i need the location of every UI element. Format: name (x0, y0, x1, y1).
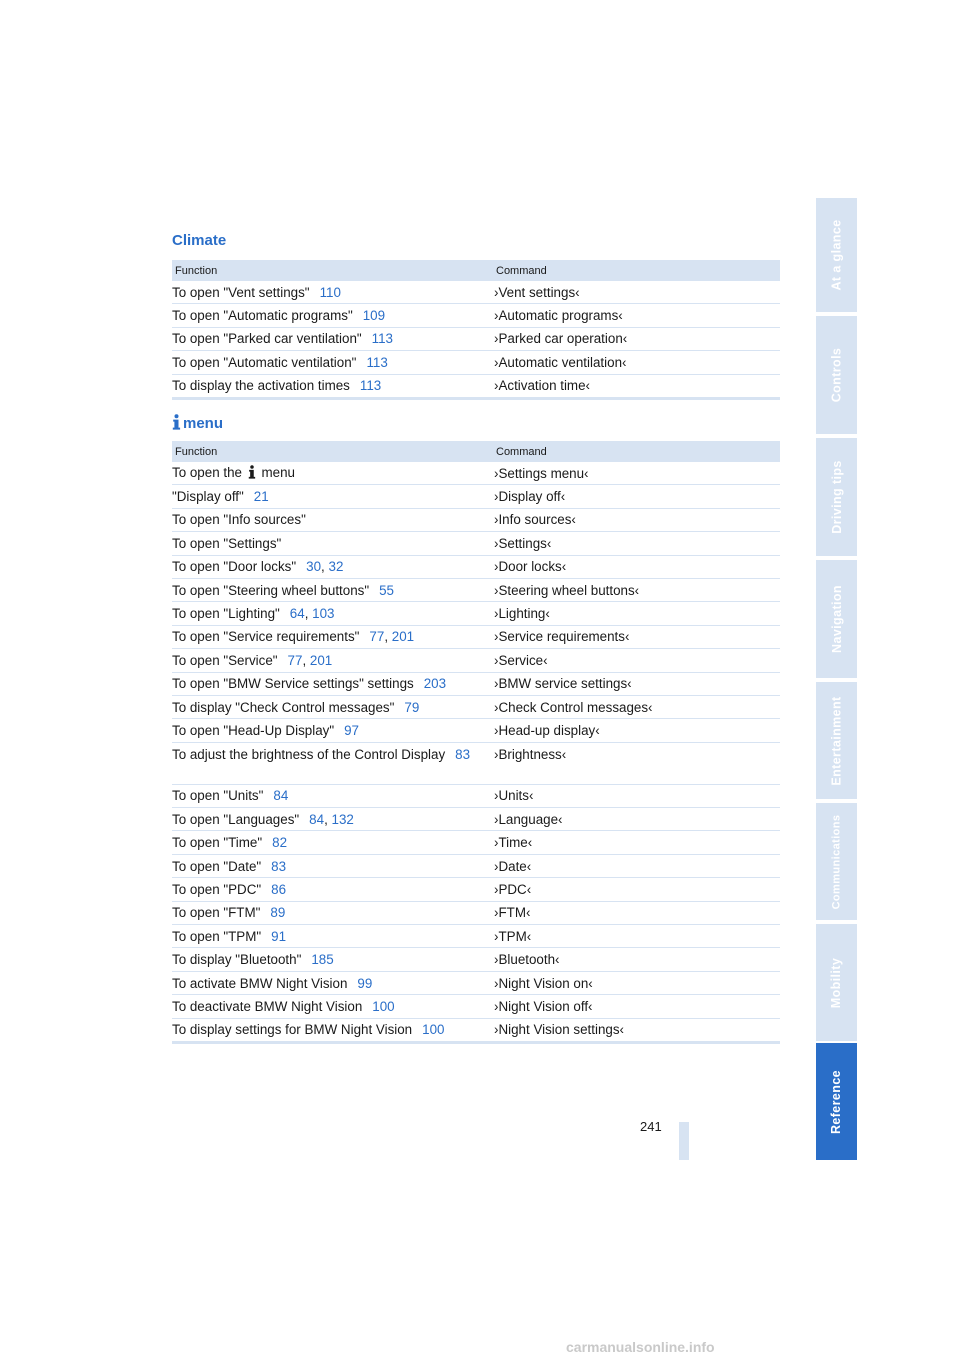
command-cell: ›Language‹ (492, 808, 780, 831)
page-reference-link[interactable]: 185 (311, 952, 334, 968)
table-row (172, 327, 780, 350)
command-cell: ›Night Vision settings‹ (492, 1018, 780, 1042)
command-cell: ›Date‹ (492, 854, 780, 877)
function-text: To open "Service requirements" (172, 629, 360, 645)
function-cell (172, 351, 492, 374)
table-row (172, 304, 780, 327)
page-reference-link[interactable]: 84 (309, 811, 325, 827)
command-header: Command (492, 260, 780, 281)
function-text: To open "Date" (172, 858, 262, 874)
command-cell: ›Display off‹ (492, 485, 780, 508)
function-text: To open "Automatic programs" (172, 308, 353, 324)
page-reference-link[interactable]: 109 (362, 308, 386, 324)
function-cell (172, 462, 492, 485)
tab-reference[interactable]: Reference (816, 1043, 857, 1160)
function-text: To open "Settings" (172, 535, 282, 551)
function-cell (172, 508, 492, 531)
command-cell: ›Bluetooth‹ (492, 948, 780, 971)
table-row (172, 878, 780, 901)
function-text: To open "TPM" (172, 928, 262, 944)
function-text: To open "FTM" (172, 905, 261, 921)
table-row (172, 1018, 780, 1042)
function-text: To open the (172, 464, 242, 480)
command-cell: ›Automatic ventilation‹ (492, 351, 780, 374)
function-text: "Display off" (172, 489, 244, 505)
tab-controls[interactable]: Controls (816, 316, 857, 434)
function-text: To open "Door locks" (172, 559, 297, 575)
page-reference-link[interactable]: 82 (272, 835, 288, 851)
command-header: Command (492, 441, 780, 462)
tab-mobility[interactable]: Mobility (816, 924, 857, 1041)
table-row (172, 462, 780, 485)
info-icon (248, 465, 256, 483)
function-text: To deactivate BMW Night Vision (172, 998, 363, 1014)
command-cell: ›Info sources‹ (492, 508, 780, 531)
table-row (172, 672, 780, 695)
function-cell: To open "Door locks" 30, 32 (172, 555, 492, 578)
tab-driving-tips[interactable]: Driving tips (816, 438, 857, 556)
table-row (172, 578, 780, 601)
page-reference-link[interactable]: 77 (287, 652, 303, 668)
command-cell: ›Settings‹ (492, 532, 780, 555)
table-row (172, 625, 780, 648)
function-text: To open "Languages" (172, 811, 300, 827)
command-cell: ›Units‹ (492, 784, 780, 807)
table-row (172, 695, 780, 718)
command-cell: ›Parked car operation‹ (492, 327, 780, 350)
command-cell: ›Service requirements‹ (492, 625, 780, 648)
command-cell: ›Lighting‹ (492, 602, 780, 625)
function-cell (172, 374, 492, 398)
function-text: To display the activation times (172, 378, 350, 394)
function-cell (172, 672, 492, 695)
function-text: To open "Steering wheel buttons" (172, 582, 370, 598)
function-cell (172, 742, 492, 784)
tab-entertainment[interactable]: Entertainment (816, 682, 857, 799)
function-cell (172, 578, 492, 601)
page-number: 241 (640, 1119, 662, 1134)
function-cell (172, 995, 492, 1018)
page-reference-link[interactable]: 86 (271, 881, 287, 897)
function-cell (172, 485, 492, 508)
table-row (172, 971, 780, 994)
command-cell: ›Steering wheel buttons‹ (492, 578, 780, 601)
function-text: To open "Units" (172, 788, 264, 804)
table-row (172, 508, 780, 531)
page-reference-link[interactable]: 21 (253, 489, 269, 505)
tab-at-a-glance[interactable]: At a glance (816, 198, 857, 312)
table-header-row (172, 441, 780, 462)
table-row (172, 555, 780, 578)
page-reference-link[interactable]: 99 (357, 975, 373, 991)
page-reference-link[interactable]: 113 (366, 354, 388, 370)
function-cell: To open "Lighting" 64, 103 (172, 602, 492, 625)
command-cell: ›Head-up display‹ (492, 719, 780, 742)
page-reference-link[interactable]: 100 (372, 998, 395, 1014)
function-text: To open "BMW Service settings" settings (172, 676, 414, 692)
tab-communications[interactable]: Communications (816, 803, 857, 920)
page-reference-link[interactable]: 79 (404, 699, 420, 715)
climate-title: Climate (172, 232, 227, 249)
function-text: To open "PDC" (172, 881, 262, 897)
function-text: To display "Check Control messages" (172, 699, 395, 715)
table-row (172, 742, 780, 784)
page-reference-link[interactable]: 83 (455, 746, 471, 762)
function-header: Function (172, 441, 492, 462)
function-text: To open "Time" (172, 835, 263, 851)
function-cell (172, 925, 492, 948)
command-cell: ›Night Vision off‹ (492, 995, 780, 1018)
command-cell: ›Automatic programs‹ (492, 304, 780, 327)
function-cell (172, 854, 492, 877)
command-cell: ›PDC‹ (492, 878, 780, 901)
page-reference-link[interactable]: 84 (273, 788, 289, 804)
function-text: To display settings for BMW Night Vision (172, 1022, 413, 1038)
info-icon (172, 414, 181, 434)
page-reference-link[interactable]: 97 (344, 722, 359, 738)
page-reference-link[interactable]: 103 (312, 606, 335, 622)
function-text: To open "Service" (172, 652, 278, 668)
function-cell: To open "Languages" 84, 132 (172, 808, 492, 831)
command-cell: ›Brightness‹ (492, 742, 780, 784)
table-row (172, 854, 780, 877)
table-row (172, 948, 780, 971)
table-header-row (172, 260, 780, 281)
table-row (172, 485, 780, 508)
table-row (172, 281, 780, 304)
table-row (172, 831, 780, 854)
chapter-sidebar (816, 198, 857, 1160)
command-cell: ›TPM‹ (492, 925, 780, 948)
info-menu-table (172, 441, 780, 1044)
table-row (172, 374, 780, 398)
function-cell (172, 948, 492, 971)
command-cell: ›Night Vision on‹ (492, 971, 780, 994)
function-cell (172, 901, 492, 924)
page-reference-link[interactable]: 77 (369, 629, 385, 645)
table-row (172, 532, 780, 555)
command-cell: ›Check Control messages‹ (492, 695, 780, 718)
page-reference-link[interactable]: 100 (422, 1022, 445, 1038)
function-cell (172, 719, 492, 742)
table-row (172, 784, 780, 807)
function-cell (172, 304, 492, 327)
page-reference-link[interactable]: 30 (306, 559, 322, 575)
page-reference-link[interactable]: 201 (391, 629, 415, 645)
table-row (172, 995, 780, 1018)
function-text: To display "Bluetooth" (172, 952, 302, 968)
command-cell: ›Door locks‹ (492, 555, 780, 578)
page-reference-link[interactable]: 55 (379, 582, 395, 598)
function-cell: To open "Service" 77, 201 (172, 649, 492, 672)
function-cell (172, 971, 492, 994)
page-reference-link[interactable]: 110 (319, 284, 341, 300)
function-text: To open "Vent settings" (172, 284, 310, 300)
page-reference-link[interactable]: 89 (270, 905, 286, 921)
page-reference-link[interactable]: 83 (271, 858, 287, 874)
function-text: To open "Parked car ventilation" (172, 331, 362, 347)
info-menu-title (172, 414, 223, 434)
function-cell (172, 327, 492, 350)
command-cell: ›Vent settings‹ (492, 281, 780, 304)
function-cell (172, 878, 492, 901)
page-reference-link[interactable]: 113 (371, 331, 394, 347)
function-text: To adjust the brightness of the Control Display (172, 746, 446, 762)
function-text: To open "Head-Up Display" (172, 722, 335, 738)
function-header: Function (172, 260, 492, 281)
function-cell (172, 831, 492, 854)
page-reference-link[interactable]: 113 (359, 378, 382, 394)
page-reference-link[interactable]: 64 (289, 606, 305, 622)
command-cell: ›Service‹ (492, 649, 780, 672)
page-number-bar (679, 1122, 689, 1160)
page-reference-link[interactable]: 201 (309, 652, 333, 668)
command-cell: ›BMW service settings‹ (492, 672, 780, 695)
page-reference-link[interactable]: 132 (331, 811, 354, 827)
page-reference-link[interactable]: 32 (328, 559, 344, 575)
function-text: To open "Info sources" (172, 512, 306, 528)
page-reference-link[interactable]: 91 (271, 928, 287, 944)
command-cell: ›Settings menu‹ (492, 462, 780, 485)
function-cell (172, 532, 492, 555)
function-text: menu (261, 464, 295, 480)
page-reference-link[interactable]: 203 (423, 676, 447, 692)
function-text: To open "Automatic ventilation" (172, 354, 357, 370)
function-cell (172, 695, 492, 718)
climate-table (172, 260, 780, 400)
watermark: carmanualsonline.info (566, 1339, 715, 1355)
table-row (172, 602, 780, 625)
table-row (172, 808, 780, 831)
function-cell (172, 784, 492, 807)
info-menu-title-text: menu (183, 415, 224, 432)
function-cell (172, 1018, 492, 1042)
function-cell: To open "Service requirements" 77, 201 (172, 625, 492, 648)
function-text: To open "Lighting" (172, 606, 280, 622)
command-cell: ›Activation time‹ (492, 374, 780, 398)
command-cell: ›Time‹ (492, 831, 780, 854)
table-row (172, 351, 780, 374)
command-cell: ›FTM‹ (492, 901, 780, 924)
table-row (172, 901, 780, 924)
table-row (172, 649, 780, 672)
table-row (172, 925, 780, 948)
tab-navigation[interactable]: Navigation (816, 560, 857, 678)
function-cell (172, 281, 492, 304)
table-row (172, 719, 780, 742)
function-text: To activate BMW Night Vision (172, 975, 348, 991)
